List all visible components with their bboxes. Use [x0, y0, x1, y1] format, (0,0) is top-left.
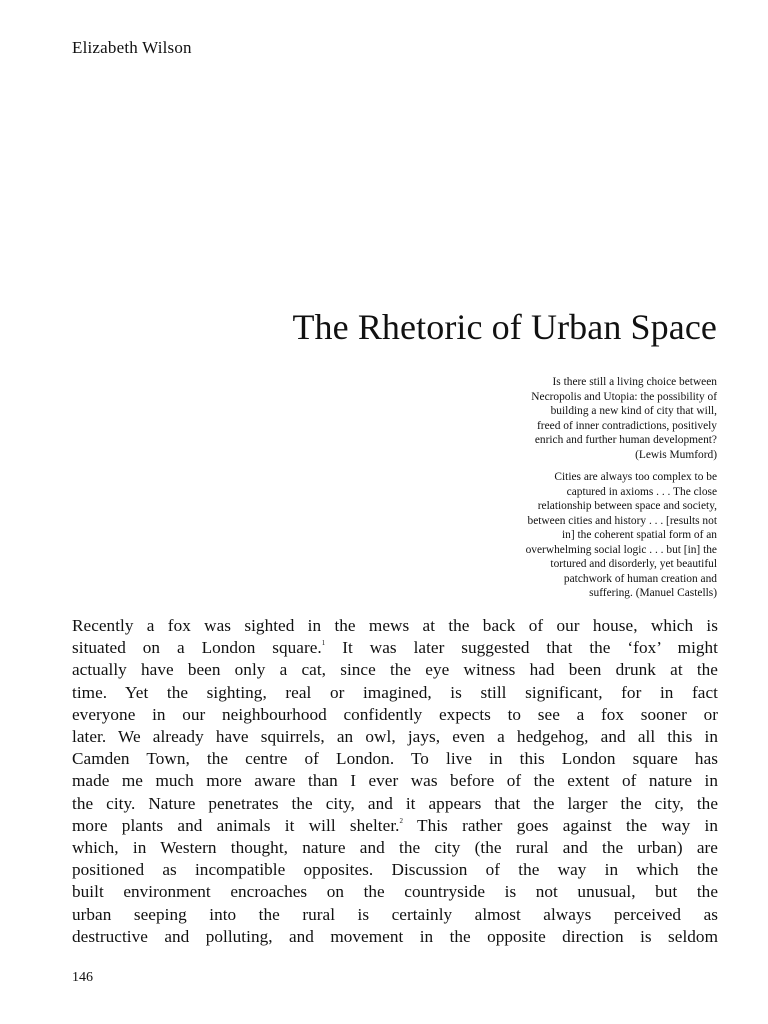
body-line — [72, 637, 718, 659]
epigraph-line: patchwork of human creation and — [563, 572, 717, 585]
body-line: Camden Town, the centre of London. To live in this London square has — [72, 749, 718, 769]
page-number: 146 — [72, 970, 93, 985]
body-line: actually have been only a cat, since the eye witness had been drunk at the — [72, 660, 718, 680]
body-text-segment: It was later suggested that the ‘fox’ might — [325, 638, 718, 658]
epigraph-line: enrich and further human development? — [534, 434, 717, 446]
epigraph-line: freed of inner contradictions, positively — [537, 419, 717, 432]
epigraph-line: tortured and disorderly, yet beautiful — [550, 558, 717, 570]
body-line: everyone in our neighbourhood confidently expects to see a fox sooner or — [72, 704, 718, 724]
body-line: Recently a fox was sighted in the mews at the back of our house, which is — [72, 616, 718, 635]
epigraph-attribution: suffering. (Manuel Castells) — [589, 587, 717, 599]
epigraph-line: Is there still a living choice between — [552, 376, 717, 388]
body-line: destructive and polluting, and movement in the opposite direction is seldom — [72, 926, 718, 946]
epigraph-attribution: (Lewis Mumford) — [635, 448, 717, 461]
body-line: urban seeping into the rural is certainly almost always perceived as — [72, 904, 718, 924]
running-header-author: Elizabeth Wilson — [72, 38, 192, 57]
epigraph-line: in] the coherent spatial form of an — [562, 529, 717, 541]
body-text-segment: more plants and animals it will shelter. — [72, 815, 400, 835]
body-paragraph — [72, 615, 718, 948]
body-line: made me much more aware than I ever was before of the extent of nature in — [72, 771, 718, 791]
body-text-segment: This rather goes against the way in — [403, 815, 718, 835]
epigraph-castells — [467, 470, 717, 601]
footnote-marker[interactable]: 1 — [321, 639, 326, 648]
epigraphs — [467, 375, 717, 609]
epigraph-line: between cities and history . . . [results not — [527, 514, 717, 527]
footnote-marker[interactable]: 2 — [399, 816, 404, 825]
epigraph-line: Necropolis and Utopia: the possibility of — [531, 390, 717, 403]
body-line: positioned as incompatible opposites. Discussion of the way in which the — [72, 860, 718, 880]
epigraph-mumford — [467, 375, 717, 462]
epigraph-line: overwhelming social logic . . . but [in] the — [525, 543, 717, 556]
body-line: later. We already have squirrels, an owl, jays, even a hedgehog, and all this in — [72, 727, 718, 747]
body-line — [72, 815, 718, 837]
epigraph-line: Cities are always too complex to be — [554, 471, 717, 483]
epigraph-line: captured in axioms . . . The close — [566, 485, 717, 498]
body-text-segment: situated on a London square. — [72, 638, 322, 658]
epigraph-line: relationship between space and society, — [537, 500, 717, 512]
body-line: the city. Nature penetrates the city, and it appears that the larger the city, the — [72, 793, 718, 813]
epigraph-line: building a new kind of city that will, — [550, 405, 717, 417]
body-line: which, in Western thought, nature and the city (the rural and the urban) are — [72, 838, 718, 858]
article-title: The Rhetoric of Urban Space — [292, 307, 717, 347]
body-line: built environment encroaches on the countryside is not unusual, but the — [72, 882, 718, 902]
body-line: time. Yet the sighting, real or imagined, is still significant, for in fact — [72, 682, 718, 702]
